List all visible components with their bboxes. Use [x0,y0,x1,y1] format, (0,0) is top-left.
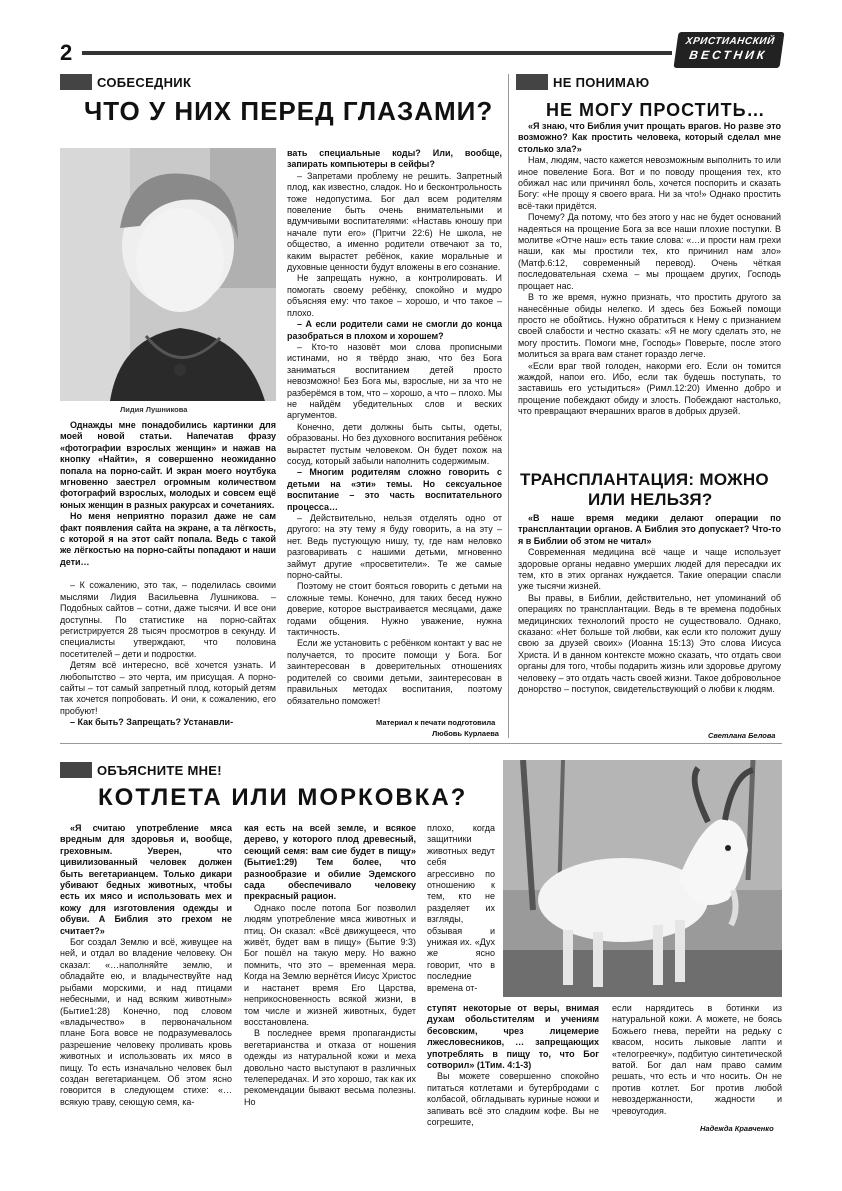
column-divider [508,74,509,738]
paragraph: – К сожалению, это так, – поделилась своими мыслями Лидия Васильевна Лушникова. – Подобных сайтов – сотни, даже тысячи. И все они доступны. По статистике на порно-сайтах регистрируется 28 тысяч просмотров в секунду. И специалисты утверждают, что половина посетителей – дети и подростки. [60,580,276,659]
sobesednik-column-1 [60,420,276,729]
paragraph: «В наше время медики делают операции по трансплантации органов. А Библия это допускает? Что-то я в Библии об этом не читал» [518,513,781,546]
logo-line1: ХРИСТИАНСКИЙ [684,36,776,47]
sobesednik-column-2 [287,148,502,707]
paragraph: Если же установить с ребёнком контакт у вас не получается, то просите помощи у Бога. Бог заинтересован в доверительных отношениях родителей со своими детьми, заинтересован в правильных методах воспитания, поэтому обязательно поможет! [287,638,502,706]
paragraph: Детям всё интересно, всё хочется узнать. И любопытство – это черта, им присущая. А порно-сайты – тот самый запретный плод, который детям так хочется попробовать. И они, к сожалению, его пробуют! [60,660,276,716]
signature-line2: Любовь Курлаева [432,729,499,738]
paragraph: Вы можете совершенно спокойно питаться котлетами и бутербродами с колбасой, обгладывать куриные ножки и запивать всё это сладким кофе. Вы не согрешите, [427,1071,599,1128]
header-rule [82,51,672,55]
article-title: НЕ МОГУ ПРОСТИТЬ… [546,100,766,120]
rubric-ne-ponimayu [516,73,649,91]
section-divider [60,743,782,744]
masthead-logo [673,32,784,68]
rubric-bar [516,74,548,90]
goat-illustration [503,760,782,997]
paragraph: Современная медицина всё чаще и чаще использует здоровые органы недавно умерших людей для пересадки их тем, кто в этих органах нуждается. Такие операции спасли уже тысячи жизней. [518,547,781,592]
paragraph: если нарядитесь в ботинки из натуральной кожи. А можете, не боясь Божьего гнева, перейти на редьку с квасом, носить лыковые лапти и «телогреечку», подбитую синтетической ватой. Бог дал нам право самим решать, что есть и что носить. Он не против котлет. Бог против любой невоздержанности, жадности и чревоугодия. [612,1003,782,1116]
obyasnite-column-3-narrow [427,823,495,994]
article-title: КОТЛЕТА ИЛИ МОРКОВКА? [98,784,468,811]
rubric-label: СОБЕСЕДНИК [97,74,192,90]
paragraph: – Кто-то назовёт мои слова прописными истинами, но я твёрдо знаю, что без Бога заниматься воспитанием детей просто невозможно! Без Бога мы, взрослые, ни за что не разберёмся в том, что – хорошо, а что – плохо. Мы не найдём убедительных слов и веских аргументов. [287,341,502,421]
rubric-bar [60,762,92,778]
paragraph: Однажды мне понадобились картинки для моей новой статьи. Напечатав фразу «фотографии взрослых женщин» и нажав на кнопку «Найти», я совершенно неожиданно попала на порно-сайт. И экран моего ноутбука мгновенно заестрел огромным количеством фотографий взрослых, молодых и совсем ещё юных женщин в разных ракурсах и сочетаниях. [60,420,276,510]
paragraph: В последнее время пропагандисты вегетарианства и отказа от ношения одежды из натуральной кожи и меха довольно часто выступают в различных телепередачах. И это хорошо, так как их рекомендации бывают весьма полезны. Но [244,1028,416,1107]
paragraph: Бог создал Землю и всё, живущее на ней, и отдал во владение человеку. Он сказал: «…наполняйте землю, и обладайте ею, и владычествуйте над рыбами морскими, и над птицами небесными, и над всяким животным» (Бытие1:28) Конечно, под словом «владычество» в первоначальном плане Бога вовсе не подразумевалось разрешение человеку проливать кровь животных и использовать их мясо в пищу. То есть изначально человек был создан вегетарианцем. Об этом ясно говорится в следующем стихе: «…всякую траву, сеющую семя, ка- [60,937,232,1107]
transplant-title-line1: ТРАНСПЛАНТАЦИЯ: МОЖНО [520,470,769,489]
paragraph: Конечно, дети должны быть сыты, одеты, образованы. Но без духовного воспитания ребёнок вырастет пустым человеком. Он будет похож на сосуд, который забыли наполнить содержимым. [287,421,502,466]
paragraph: ступят некоторые от веры, внимая духам обольстителям и учениям бесовским, чрез лицемерие лжесловесников, … запрещающих употреблять в пищу то, что Бог сотворил» (1Тим. 4:1-3) [427,1003,599,1071]
paragraph: – Многим родителям сложно говорить с детьми на «эти» темы. Но сексуальное воспитание – это часть воспитательного процесса… [287,467,502,512]
rubric-label: ОБЪЯСНИТЕ МНЕ! [97,762,222,778]
paragraph: В то же время, нужно признать, что простить другого за нанесённые обиды нелегко. И здесь без Божьей помощи просто не обойтись. Нужно обратиться к Нему с признанием своей слабости и честно сказать: «Я не могу сделать это, не могу простить. Помоги мне, Господь» Поверьте, после этого молиться за врага вам станет гораздо легче. [518,292,781,360]
obyasnite-column-2 [244,823,416,1108]
paragraph: кая есть на всей земле, и всякое дерево, у которого плод древесный, сеющий семя: вам сие будет в пищу» (Бытие1:29) Тем более, что разнообразие и обилие Эдемского сада обеспечивало человеку прекрасный рацион. [244,823,416,902]
logo-line2: ВЕСТНИК [688,48,769,62]
paragraph: – А если родители сами не смогли до конца разобраться в плохом и хорошем? [287,319,502,341]
rubric-sobesednik [60,73,191,91]
obyasnite-signature: Надежда Кравченко [700,1124,774,1133]
paragraph: Почему? Да потому, что без этого у нас не будет оснований надеяться на прощение Бога за все наши плохие поступки. В молитве «Отче наш» есть такие слова: «…и прости нам грехи наши, как мы простили тех, кто причинил нам зло» (Матф.6:12, современный перевод). Очень чёткая последовательная схема – мы прощаем других, Господь прощает нас. [518,212,781,291]
paragraph: Вы правы, в Библии, действительно, нет упоминаний об операциях по трансплантации. Ведь в те времена подобных медицинских технологий просто не существовало. Однако, сказано: «Нет больше той любви, как если кто положит душу свою за друзей своих» (Иоанна 15:13) Это слова Иисуса Христа. И в данном контексте можно сказать, что отдать свои органы для того, чтобы подарить жизнь или здоровье другому человеку – это отдать часть своей жизни. Такое добровольное донорство – поступок, свидетельствующий о любви к людям. [518,592,781,695]
obyasnite-column-3 [427,1003,599,1128]
paragraph: «Я знаю, что Библия учит прощать врагов. Но разве это возможно? Как простить человека, который сделал мне столько зла?» [518,121,781,154]
rubric-bar [60,74,92,90]
paragraph: «Если враг твой голоден, накорми его. Если он томится жаждой, напои его. Ибо, если так будешь поступать, то заставишь его устыдиться» (Римл.12:20) Именно добро и прощение побеждают обиду и злость. Побеждают настолько, что превращают вчерашних врагов в добрых друзей. [518,360,781,417]
signature-line1: Материал к печати подготовила [376,718,496,727]
obyasnite-column-1 [60,823,232,1108]
paragraph: «Я считаю употребление мяса вредным для здоровья и, вообще, греховным. Уверен, что цивилизованный человек должен быть вегетарианцем. Только дикари убивают бедных животных, чтобы есть их мясо и использовать мех и кожу для изготовления одежды и обуви. А Библия это грехом не считает?» [60,823,232,936]
paragraph: – Действительно, нельзя отделять одно от другого: на эту тему я буду говорить, а на эту – нет. Ведь пустующую нишу, ту, где нам неловко разговаривать с нашими детьми, мгновенно займут другие «просветители». Те же самые порно-сайты. [287,513,502,581]
paragraph: Но меня неприятно поразил даже не сам факт появления сайта на экране, а та лёгкость, с которой я на этот сайт попала. Ведь с такой же лёгкостью на порно-сайты попадают и наши дети… [60,511,276,567]
paragraph: вать специальные коды? Или, вообще, запирать компьютеры в сейфы? [287,148,502,170]
transplant-title-line2: ИЛИ НЕЛЬЗЯ? [588,490,713,509]
rubric-label: НЕ ПОНИМАЮ [553,74,650,90]
paragraph: Поэтому не стоит бояться говорить с детьми на сложные темы. Конечно, для таких бесед нужно доверие, которое выстраивается месяцами, даже годами общения. Нужно уважение, нужна тактичность. [287,581,502,638]
rubric-obyasnite [60,761,222,779]
photo-caption: Лидия Лушникова [120,405,188,414]
ne-ponimayu-text [518,121,781,418]
obyasnite-column-4 [612,1003,782,1117]
paragraph: Нам, людям, часто кажется невозможным выполнить то или иное повеление Бога. Вот и по поводу прощения тех, кто обижал нас или причинял боль, хочется поспорить и сказать Богу: «Не прощу я своего врага. Ни за что!» Однако простить всё-таки придётся. [518,155,781,211]
paragraph: – Как быть? Запрещать? Устанавли- [70,717,234,728]
portrait-illustration [60,148,276,401]
article-title: ЧТО У НИХ ПЕРЕД ГЛАЗАМИ? [84,96,494,126]
paragraph: Однако после потопа Бог позволил людям употребление мяса животных и птиц. Он сказал: «Всё движущееся, что живёт, будет вам в пищу» (Бытие 9:3) Бог пошёл на такую меру. Но важно помнить, что это – временная мера. Когда на Землю вернётся Иисус Христос и настанет время Его Царства, неприкосновенность всякой жизни, в том числе и жизней животных, будет восстановлена. [244,902,416,1027]
transplant-text [518,513,781,696]
goat-photo [503,760,782,997]
portrait-photo [60,148,276,401]
paragraph: – Запретами проблему не решить. Запретный плод, как известно, сладок. Но и бесконтрольность тоже недопустима. Бог дал всем родителям повеление быть очень внимательными и вдумчивыми воспитателями: «Наставь юношу при начале пути его» (Притчи 22:6) Не школа, не общество, а именно родители отвечают за то, каким вырастет ребёнок, какие моральные и духовные ценности будут вложены в его сознание. [287,170,502,273]
page-number: 2 [60,40,73,65]
paragraph: Не запрещать нужно, а контролировать. И помогать своему ребёнку, спокойно и мудро объясняя ему: что такое – хорошо, и что такое – плохо. [287,273,502,318]
paragraph: плохо, когда защитники животных ведут себя агрессивно по отношению к тем, кто не разделяет их взгляды, обзывая и унижая их. «Дух же ясно говорит, что в последние времена от- [427,823,495,993]
transplant-signature: Светлана Белова [708,731,776,740]
